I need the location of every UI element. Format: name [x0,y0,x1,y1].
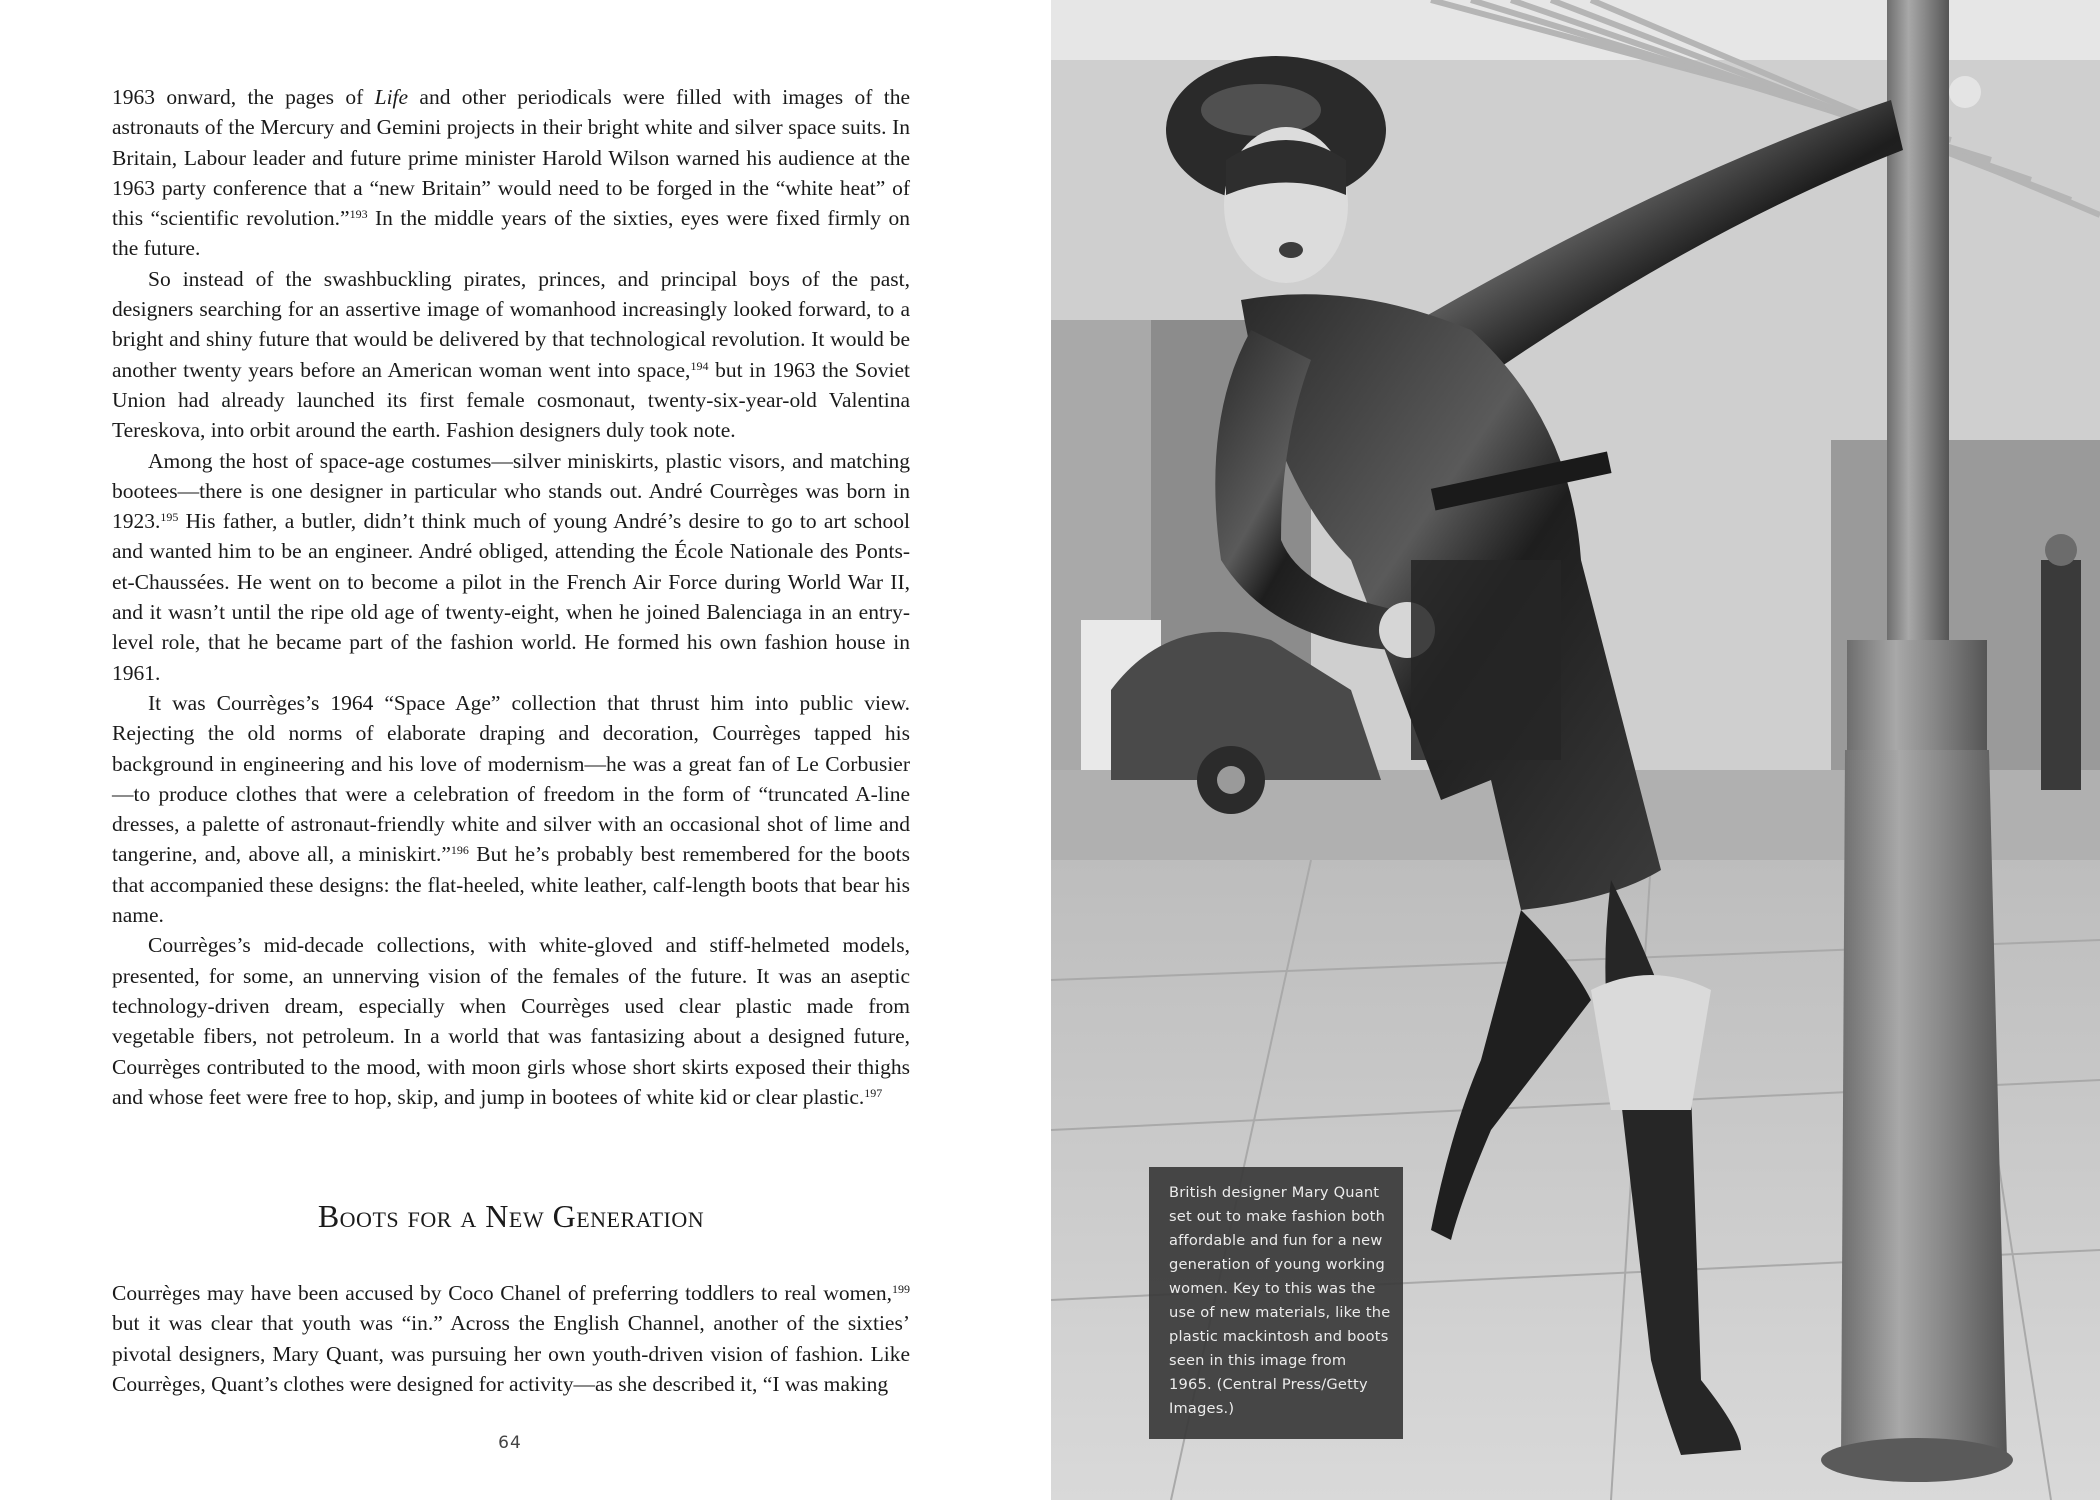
text-run: 1963 onward, the pages of [112,85,375,109]
footnote-ref: 199 [892,1282,910,1297]
paragraph-6 [112,1278,910,1399]
text-run: It was Courrèges’s 1964 “Space Age” collection that thrust him into public view. Rejecting the old norms of elaborate draping and decoration, Courrèges tapped his background in engineering and his love of modernism—he was a great fan of Le Corbusier—to produce clothes that were a celebration of freedom in the form of “truncated A-line dresses, a palette of astronaut-friendly white and silver with an occasional shot of lime and tangerine, and, above all, a miniskirt.” [112,690,910,867]
page-number: 64 [498,1433,522,1453]
italic-title: Life [374,85,409,109]
text-run: His father, a butler, didn’t think much of young André’s desire to go to art school and wanted him to be an engineer. André obliged, attending the École Nationale des Ponts-et-Chaussées. He went on to become a pilot in the French Air Force during World War II, and it wasn’t until the ripe old age of twenty-eight, when he joined Balenciaga in an entry-level role, that he became part of the fashion world. He formed his own fashion house in 1961. [112,509,910,685]
footnote-ref: 193 [349,207,368,222]
paragraph-3 [112,446,910,688]
text-run: Courrèges’s mid-decade collections, with white-gloved and stiff-helmeted models, presented, for some, an unnerving vision of the females of the future. It was an aseptic technology-driven dream, especially when Courrèges used clear plastic made from vegetable fibers, not petroleum. In a world that was fantasizing about a designed future, Courrèges contributed to the mood, with moon girls whose short skirts exposed their thighs and whose feet were free to hop, skip, and jump in bootees of white kid or clear plastic. [112,933,910,1109]
footnote-ref: 196 [450,843,469,858]
text-run: Courrèges may have been accused by Coco Chanel of preferring toddlers to real women, [112,1281,892,1306]
footnote-ref: 197 [864,1085,883,1100]
photo-caption: British designer Mary Quant set out to make fashion both affordable and fun for a new generation of young working women. Key to this was the use of new materials, like the plastic mackintosh and boots seen in this image from 1965. (Central Press/Getty Images.) [1149,1167,1403,1439]
footnote-ref: 194 [690,358,709,373]
text-run: In the middle years of the sixties, eyes were fixed firmly on the future. [112,206,910,261]
footnote-ref: 195 [160,510,179,525]
text-run: but in 1963 the Soviet Union had already launched its first female cosmonaut, twenty-six-year-old Valentina Tereskova, into orbit around the earth. Fashion designers duly took note. [112,357,910,443]
text-run: So instead of the swashbuckling pirates, princes, and principal boys of the past, designers searching for an assertive image of womanhood increasingly looked forward, to a bright and shiny future that would be delivered by that technological revolution. It would be another twenty years before an American woman went into space, [112,266,910,382]
paragraph-5 [112,930,910,1112]
text-run: Among the host of space-age costumes—silver miniskirts, plastic visors, and matching bootees—there is one designer in particular who stands out. André Courrèges was born in 1923. [112,448,910,534]
paragraph-4 [112,688,910,930]
paragraph-2 [112,264,910,446]
section-heading: Boots for a New Generation [317,1198,705,1235]
paragraph-1 [112,82,910,264]
text-run: but it was clear that youth was “in.” Across the English Channel, another of the sixties’ pivotal designers, Mary Quant, was pursuing her own youth-driven vision of fashion. Like Courrèges, Quant’s clothes were designed for activity—as she described it, “I was making [112,1311,910,1396]
text-run: and other periodicals were filled with images of the astronauts of the Mercury and Gemini projects in their bright white and silver space suits. In Britain, Labour leader and future prime minister Harold Wilson warned his audience at the 1963 party conference that a “new Britain” would need to be forged in the “white heat” of this “scientific revolution.” [112,85,910,231]
body-text-column [112,82,910,1399]
text-run: But he’s probably best remembered for the boots that accompanied these designs: the flat-heeled, white leather, calf-length boots that bear his name. [112,842,910,928]
